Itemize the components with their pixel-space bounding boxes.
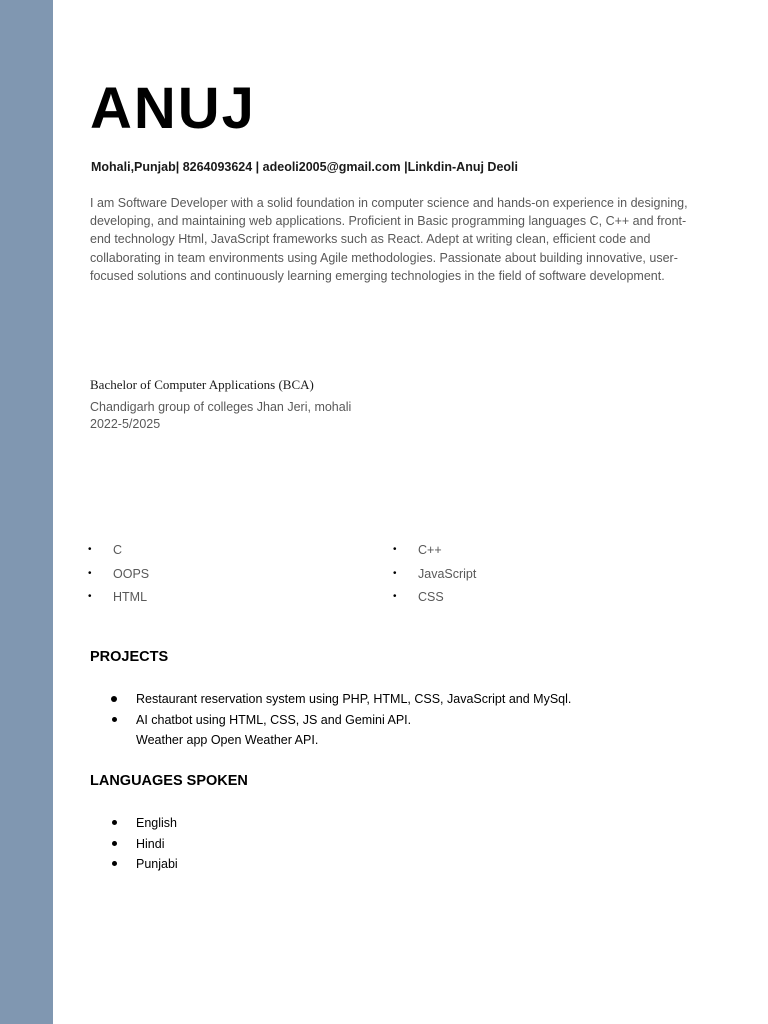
bullet-icon bbox=[112, 717, 117, 722]
languages-list bbox=[110, 813, 178, 875]
language-item bbox=[110, 834, 178, 855]
language-item bbox=[110, 813, 178, 834]
bullet-icon bbox=[112, 861, 117, 866]
language-label: Punjabi bbox=[136, 857, 178, 871]
contact-line: Mohali,Punjab| 8264093624 | adeoli2005@gmail.com |Linkdin-Anuj Deoli bbox=[91, 160, 518, 174]
skill-label: HTML bbox=[113, 590, 148, 604]
skill-label: OOPS bbox=[113, 566, 150, 581]
bullet-icon: • bbox=[393, 567, 397, 579]
bullet-icon bbox=[112, 841, 117, 846]
bullet-icon bbox=[111, 696, 117, 702]
education-years: 2022-5/2025 bbox=[90, 417, 161, 431]
bullet-icon: • bbox=[88, 544, 92, 555]
skill-label: CSS bbox=[418, 590, 444, 604]
project-item bbox=[110, 710, 571, 731]
projects-list bbox=[110, 689, 571, 730]
bullet-icon bbox=[112, 820, 117, 825]
language-item bbox=[110, 854, 178, 875]
bullet-icon: • bbox=[393, 544, 397, 555]
languages-heading: LANGUAGES SPOKEN bbox=[90, 773, 248, 789]
bullet-icon: • bbox=[88, 591, 92, 602]
education-college: Chandigarh group of colleges Jhan Jeri, mohali bbox=[90, 400, 352, 414]
bullet-icon: • bbox=[88, 567, 92, 579]
language-label: Hindi bbox=[136, 836, 165, 851]
skill-label: C++ bbox=[418, 543, 442, 557]
bullet-icon: • bbox=[393, 591, 397, 602]
education-degree: Bachelor of Computer Applications (BCA) bbox=[90, 377, 314, 392]
side-color-bar bbox=[0, 0, 53, 1024]
profile-summary: I am Software Developer with a solid foundation in computer science and hands-on experience in designing, developing, and maintaining web applications. Proficient in Basic programming languages C, C++ and front-end technology Html, JavaScript frameworks such as React. Adept at writing clean, efficient code and collaborating in team environments using Agile methodologies. Passionate about building innovative, user-focused solutions and continuously learning emerging technologies in the field of software development. bbox=[90, 196, 688, 283]
skill-label: C bbox=[113, 543, 123, 557]
language-label: English bbox=[136, 816, 177, 830]
skill-label: JavaScript bbox=[418, 566, 477, 581]
project-label: Restaurant reservation system using PHP, HTML, CSS, JavaScript and MySql. bbox=[136, 692, 572, 706]
project-label: AI chatbot using HTML, CSS, JS and Gemini API. bbox=[136, 712, 412, 727]
candidate-name: ANUJ bbox=[90, 76, 256, 141]
projects-heading: PROJECTS bbox=[90, 649, 169, 665]
project-item bbox=[110, 689, 571, 710]
project-extra-line: Weather app Open Weather API. bbox=[136, 733, 319, 747]
